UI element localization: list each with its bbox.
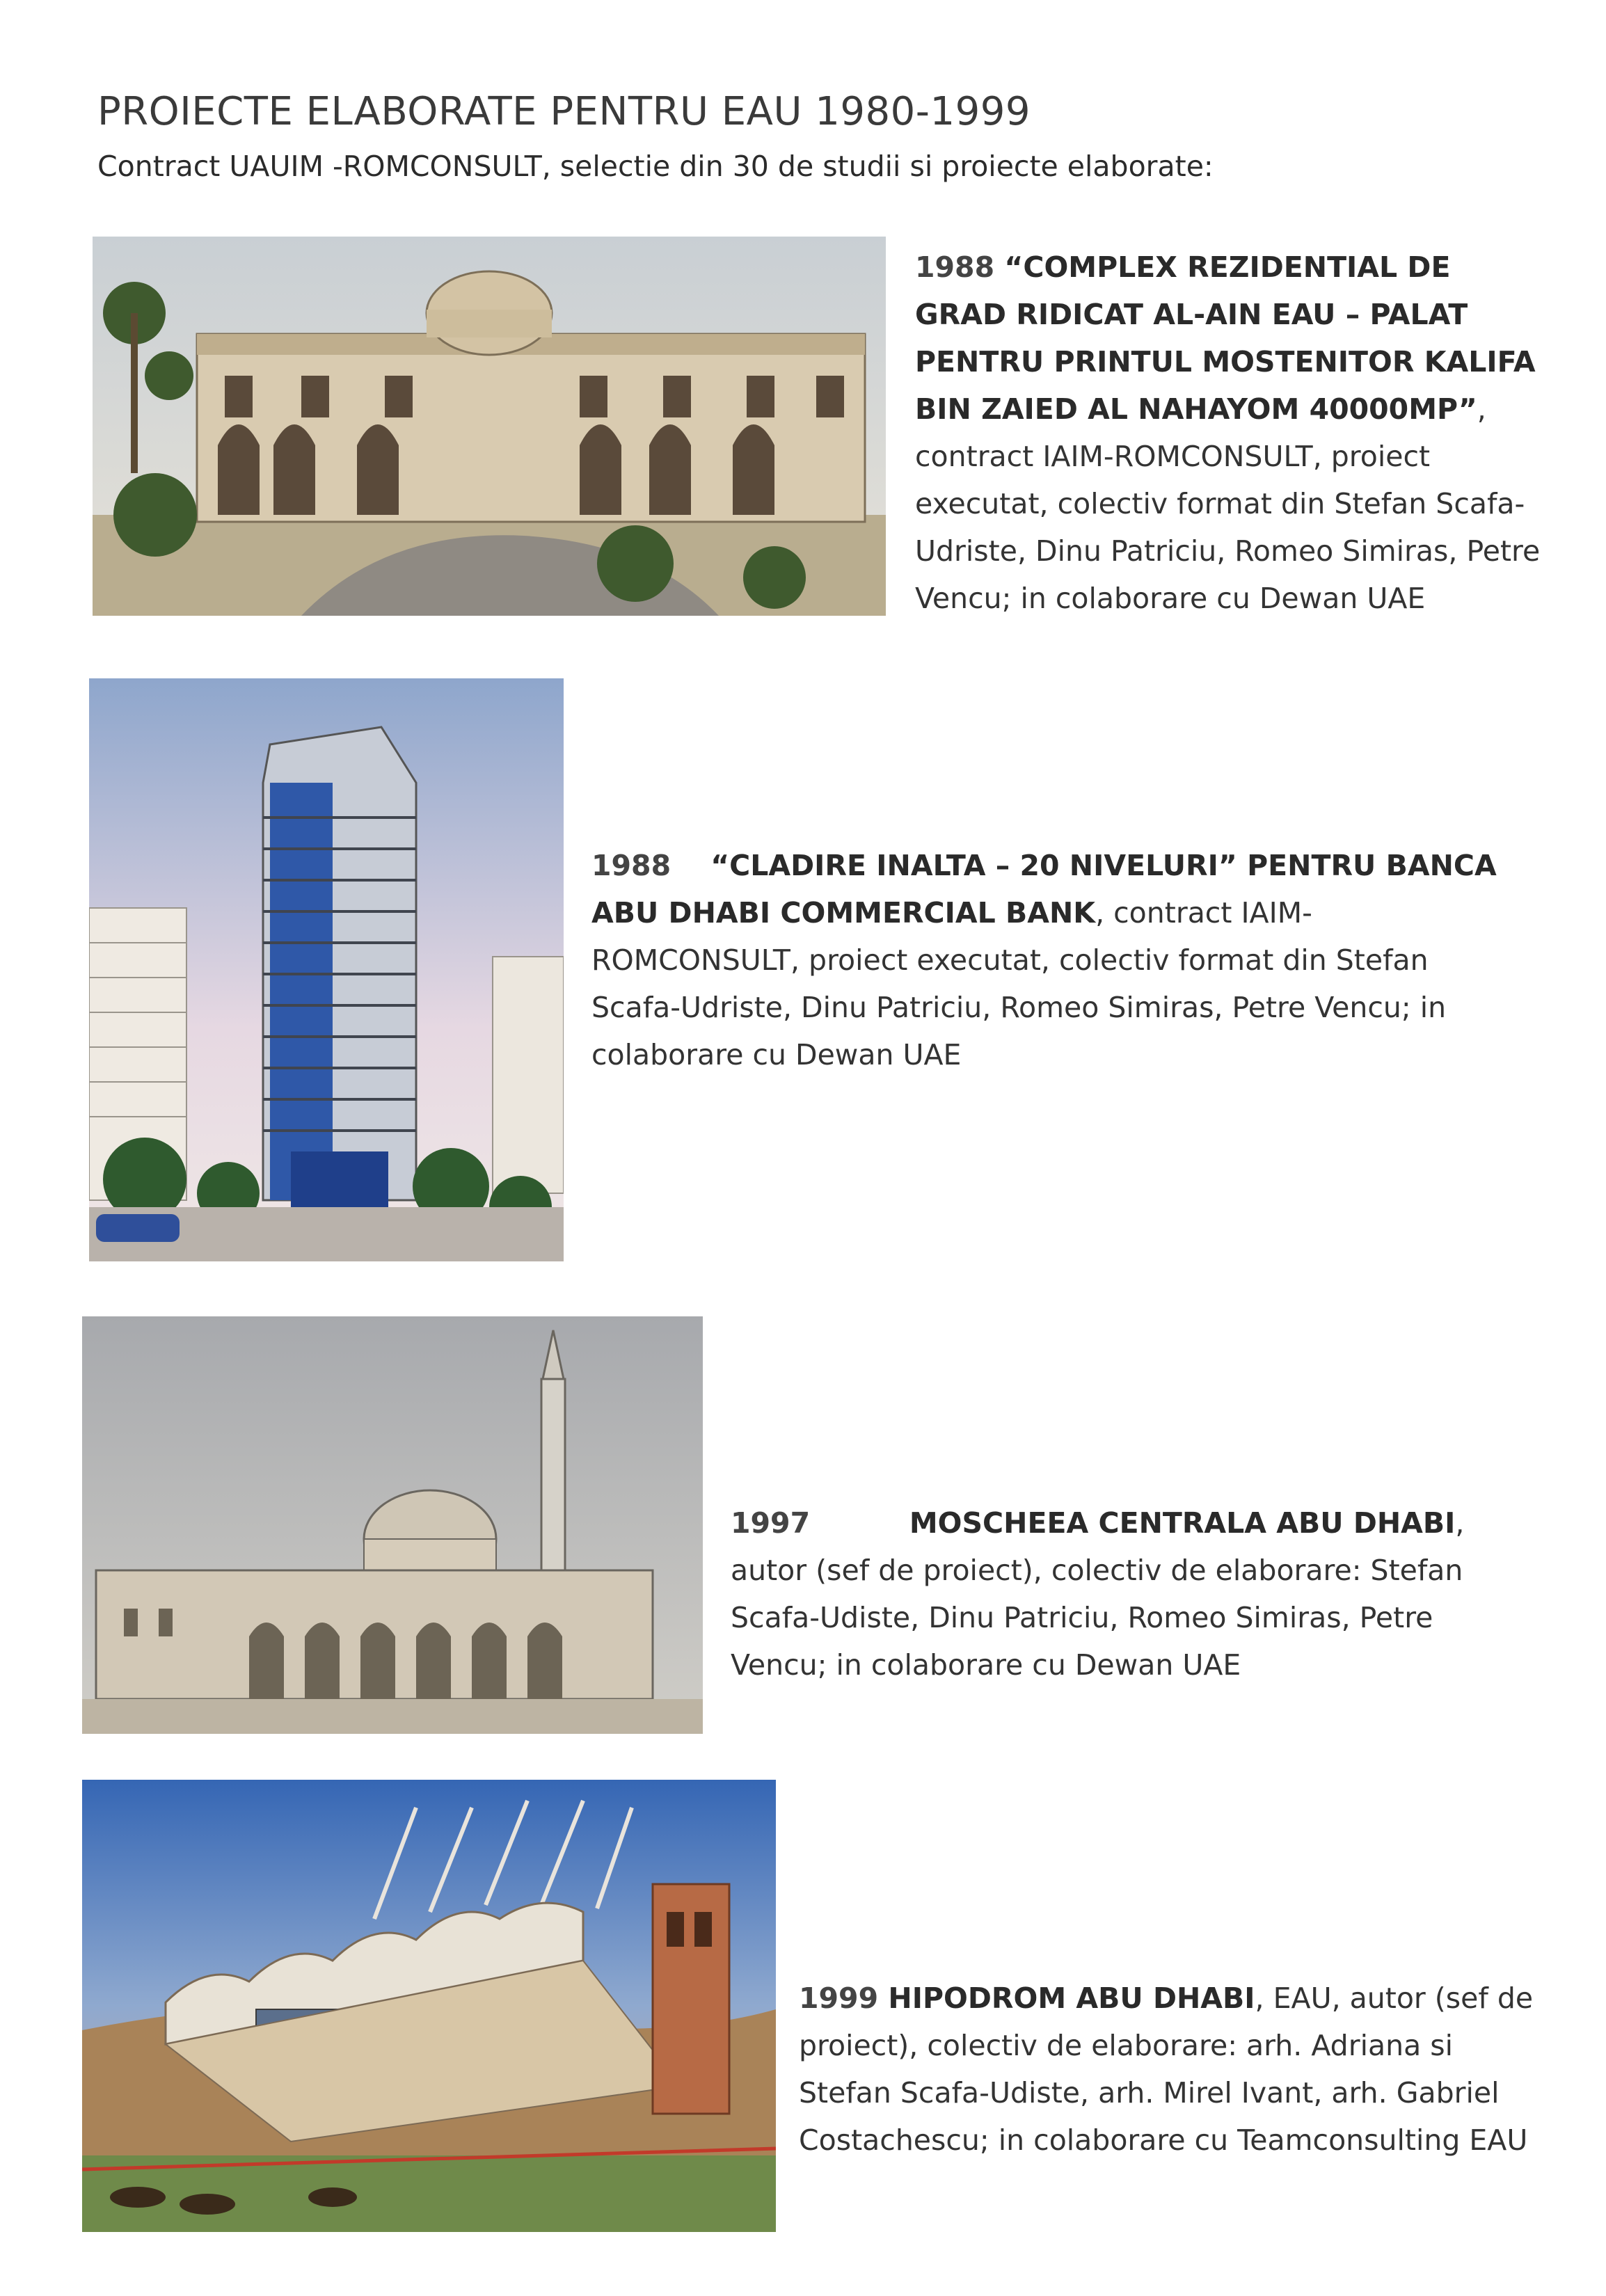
project-3-year: 1997 xyxy=(731,1506,811,1540)
project-3-title: MOSCHEEA CENTRALA ABU DHABI xyxy=(909,1506,1456,1540)
page-title: PROIECTE ELABORATE PENTRU EAU 1980-1999 xyxy=(97,89,1031,134)
project-1-year: 1988 xyxy=(915,250,995,284)
project-1-details: , contract IAIM-ROMCONSULT, proiect executat, colectiv format din Stefan Scafa-Udriste, Dinu Patriciu, Romeo Simiras, Petre Vencu; in colaborare cu Dewan UAE xyxy=(915,392,1541,615)
project-1-title: “COMPLEX REZIDENTIAL DE GRAD RIDICAT AL-AIN EAU – PALAT PENTRU PRINTUL MOSTENITOR KALIFA BIN ZAIED AL NAHAYOM 40000MP” xyxy=(915,250,1536,426)
project-2-details: , contract IAIM-ROMCONSULT, proiect executat, colectiv format din Stefan Scafa-Udriste, Dinu Patriciu, Romeo Simiras, Petre Vencu; in colaborare cu Dewan UAE xyxy=(591,896,1447,1071)
hippodrome-rendering-image xyxy=(82,1780,776,2232)
tower-rendering-image xyxy=(89,678,564,1261)
page-subtitle: Contract UAUIM -ROMCONSULT, selectie din 30 de studii si proiecte elaborate: xyxy=(97,150,1214,183)
project-1-description xyxy=(915,244,1541,622)
project-4-year: 1999 xyxy=(799,1982,879,2015)
project-4-title: HIPODROM ABU DHABI xyxy=(888,1982,1255,2015)
project-4-details: , EAU, autor (sef de proiect), colectiv de elaborare: arh. Adriana si Stefan Scafa-Udiste, arh. Mirel Ivant, arh. Gabriel Costachescu; in colaborare cu Teamconsulting EAU xyxy=(799,1982,1534,2157)
palace-rendering-image xyxy=(93,237,886,616)
project-2-year: 1988 xyxy=(591,849,671,882)
project-4-description xyxy=(799,1975,1536,2164)
project-2-description xyxy=(591,842,1517,1078)
project-3-description xyxy=(731,1499,1538,1689)
mosque-rendering-image xyxy=(82,1316,703,1734)
project-2-title: “CLADIRE INALTA – 20 NIVELURI” PENTRU BANCA ABU DHABI COMMERCIAL BANK xyxy=(591,849,1497,930)
project-3-details: , autor (sef de proiect), colectiv de elaborare: Stefan Scafa-Udiste, Dinu Patriciu, Romeo Simiras, Petre Vencu; in colaborare cu Dewan UAE xyxy=(731,1506,1465,1682)
